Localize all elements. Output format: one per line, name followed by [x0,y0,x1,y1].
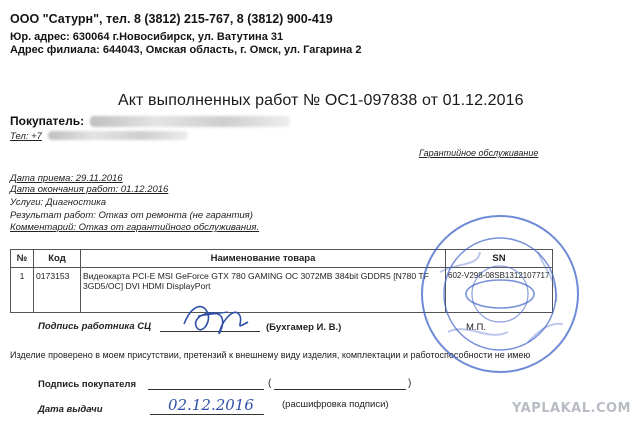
worker-name: (Бухгамер И. В.) [266,322,342,333]
company-name-phones: ООО "Сатурн", тел. 8 (3812) 215-767, 8 (3812) 900-419 [10,12,333,26]
col-name-header: Наименование товара [81,250,446,268]
buyer-label: Покупатель: [10,114,85,128]
issue-date-label: Дата выдачи [38,404,103,415]
buyer-name-redacted [90,116,290,127]
site-watermark: YAPLAKAL.COM [512,401,631,416]
goods-table [10,249,553,313]
row-serial-number: 602-V298-08SB1312107717 [446,268,553,313]
row-product-name: Видеокарта PCI-E MSI GeForce GTX 780 GAMING OC 3072MB 384bit GDDR5 [N780 TF 3GD5/OC] DVI HDMI DisplayPort [81,268,446,313]
phone-label: Тел: +7 [10,131,42,142]
legal-address: Юр. адрес: 630064 г.Новосибирск, ул. Ватутина 31 [10,31,284,43]
buyer-sign-line [148,389,264,390]
warranty-service: Гарантийное обслуживание [419,148,539,158]
buyer-sign-label: Подпись покупателя [38,379,136,390]
row-code: 0173153 [34,268,81,313]
decode-paren-open: ( [268,378,272,389]
result-line: Результат работ: Отказ от ремонта (не гарантия) [10,210,253,221]
date-received: Дата приема: 29.11.2016 [10,173,123,184]
buyer-decode-line [274,389,406,390]
col-code-header: Код [34,250,81,268]
date-finished: Дата окончания работ: 01.12.2016 [10,184,169,195]
issue-date-line [150,414,264,415]
decode-caption: (расшифровка подписи) [282,399,389,410]
col-number-header: № [11,250,34,268]
worker-sign-label: Подпись работника СЦ [38,321,152,332]
services-line: Услуги: Диагностика [10,197,107,208]
comment-line: Комментарий: Отказ от гарантийного обслуживания. [10,222,260,233]
issue-date-handwritten: 02.12.2016 [168,396,254,414]
table-row [11,268,553,313]
act-title: Акт выполненных работ № ОС1-097838 от 01.12.2016 [118,92,524,109]
table-header-row [11,250,553,268]
acceptance-statement: Изделие проверено в моем присутствии, претензий к внешнему виду изделия, комплектации и работоспособности не имею [10,350,531,360]
row-number: 1 [11,268,34,313]
branch-address: Адрес филиала: 644043, Омская область, г. Омск, ул. Гагарина 2 [10,44,362,56]
stamp-place-label: М.П. [466,322,487,333]
worker-signature [178,296,258,344]
phone-redacted [48,131,188,140]
decode-paren-close: ) [408,378,412,389]
col-sn-header: SN [446,250,553,268]
